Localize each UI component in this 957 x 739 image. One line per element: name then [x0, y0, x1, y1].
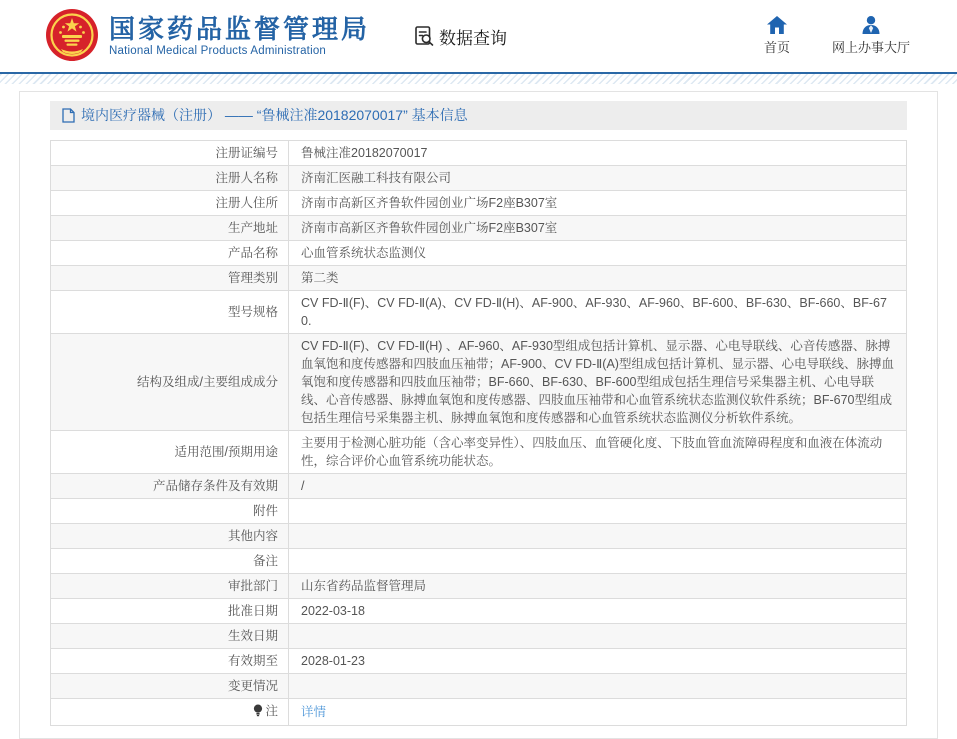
table-row — [51, 674, 907, 699]
nmpa-emblem-logo — [45, 8, 99, 64]
document-icon — [62, 108, 75, 123]
table-row — [51, 334, 907, 431]
table-row — [51, 216, 907, 241]
nav-item-label: 首页 — [763, 40, 790, 55]
header-nav — [764, 16, 910, 56]
table-row — [51, 474, 907, 499]
row-label: 其他内容 — [51, 524, 289, 549]
info-table-body — [51, 141, 907, 726]
row-label: 型号规格 — [51, 291, 289, 334]
table-row — [51, 599, 907, 624]
table-row — [51, 649, 907, 674]
row-label: 适用范围/预期用途 — [51, 431, 289, 474]
table-row — [51, 549, 907, 574]
row-label: 备注 — [51, 549, 289, 574]
row-value: 济南汇医融工科技有限公司 — [289, 166, 907, 191]
data-query-icon — [412, 24, 436, 48]
nav-item-service-hall[interactable] — [832, 16, 910, 56]
row-label: 批准日期 — [51, 599, 289, 624]
nav-item-label: 网上办事大厅 — [831, 40, 910, 55]
table-row — [51, 241, 907, 266]
table-row — [51, 499, 907, 524]
data-query-tab[interactable] — [412, 24, 507, 49]
row-value: CV FD-Ⅱ(F)、CV FD-Ⅱ(H) 、AF-960、AF-930型组成包括计算机、显示器、心电导联线、心音传感器、脉搏血氧饱和度传感器和四肢血压袖带；AF-900、CV FD-Ⅱ(A)型组成包括计算机、显示器、心电导联线、脉搏血氧饱和度传感器和四肢血压袖带；BF-660、BF-630、BF-600型组成包括生理信号采集器主机、心电导联线、心音传感器、脉搏血氧饱和度传感器、四肢血压袖带和心血管系统状态监测仪软件系统；BF-670型组成包括生理信号采集器主机、脉搏血氧饱和度传感器和心血管系统状态监测仪分析软件系统。 — [289, 334, 907, 431]
row-value: 主要用于检测心脏功能（含心率变异性）、四肢血压、血管硬化度、下肢血管血流障碍程度和血液在体流动性，综合评价心血管系统功能状态。 — [289, 431, 907, 474]
person-icon — [861, 16, 881, 34]
row-value: / — [289, 474, 907, 499]
row-value: 济南市高新区齐鲁软件园创业广场F2座B307室 — [289, 191, 907, 216]
row-value — [289, 624, 907, 649]
row-label: 注册人名称 — [51, 166, 289, 191]
table-row — [51, 624, 907, 649]
agency-name-zh: 国家药品监督管理局 — [109, 14, 371, 44]
row-value: CV FD-Ⅱ(F)、CV FD-Ⅱ(A)、CV FD-Ⅱ(H)、AF-900、AF-930、AF-960、BF-600、BF-630、BF-660、BF-670. — [289, 291, 907, 334]
table-row — [51, 141, 907, 166]
registration-info-table — [50, 140, 907, 726]
table-row — [51, 191, 907, 216]
table-row — [51, 574, 907, 599]
content-container — [19, 91, 938, 739]
table-row — [51, 166, 907, 191]
row-value — [289, 524, 907, 549]
table-row — [51, 291, 907, 334]
table-row — [51, 431, 907, 474]
site-header — [0, 0, 957, 72]
row-label: 注册证编号 — [51, 141, 289, 166]
row-label: 结构及组成/主要组成成分 — [51, 334, 289, 431]
table-row — [51, 266, 907, 291]
breadcrumb — [50, 101, 907, 130]
row-label: 注册人住所 — [51, 191, 289, 216]
table-row — [51, 524, 907, 549]
row-value: 济南市高新区齐鲁软件园创业广场F2座B307室 — [289, 216, 907, 241]
row-label: 产品名称 — [51, 241, 289, 266]
row-value: 2028-01-23 — [289, 649, 907, 674]
data-query-label: 数据查询 — [439, 28, 508, 48]
row-label: 注 — [51, 699, 289, 726]
header-hatch-band — [0, 74, 957, 84]
row-label: 审批部门 — [51, 574, 289, 599]
row-label: 有效期至 — [51, 649, 289, 674]
bulb-icon — [253, 704, 263, 722]
row-value — [289, 674, 907, 699]
row-label: 管理类别 — [51, 266, 289, 291]
agency-title-block — [109, 15, 370, 57]
row-value: 山东省药品监督管理局 — [289, 574, 907, 599]
nav-item-home[interactable] — [764, 16, 790, 56]
row-label: 变更情况 — [51, 674, 289, 699]
row-label: 生效日期 — [51, 624, 289, 649]
row-label: 生产地址 — [51, 216, 289, 241]
row-value: 2022-03-18 — [289, 599, 907, 624]
row-value: 心血管系统状态监测仪 — [289, 241, 907, 266]
row-label: 产品储存条件及有效期 — [51, 474, 289, 499]
agency-name-en: National Medical Products Administration — [109, 45, 327, 57]
home-icon — [767, 16, 787, 34]
row-value — [289, 699, 907, 726]
details-link[interactable]: 详情 — [301, 705, 327, 719]
breadcrumb-text: 境内医疗器械（注册） —— “鲁械注准20182070017” 基本信息 — [81, 107, 468, 123]
row-value: 第二类 — [289, 266, 907, 291]
row-value — [289, 499, 907, 524]
row-value: 鲁械注准20182070017 — [289, 141, 907, 166]
table-row — [51, 699, 907, 726]
row-label: 附件 — [51, 499, 289, 524]
row-value — [289, 549, 907, 574]
